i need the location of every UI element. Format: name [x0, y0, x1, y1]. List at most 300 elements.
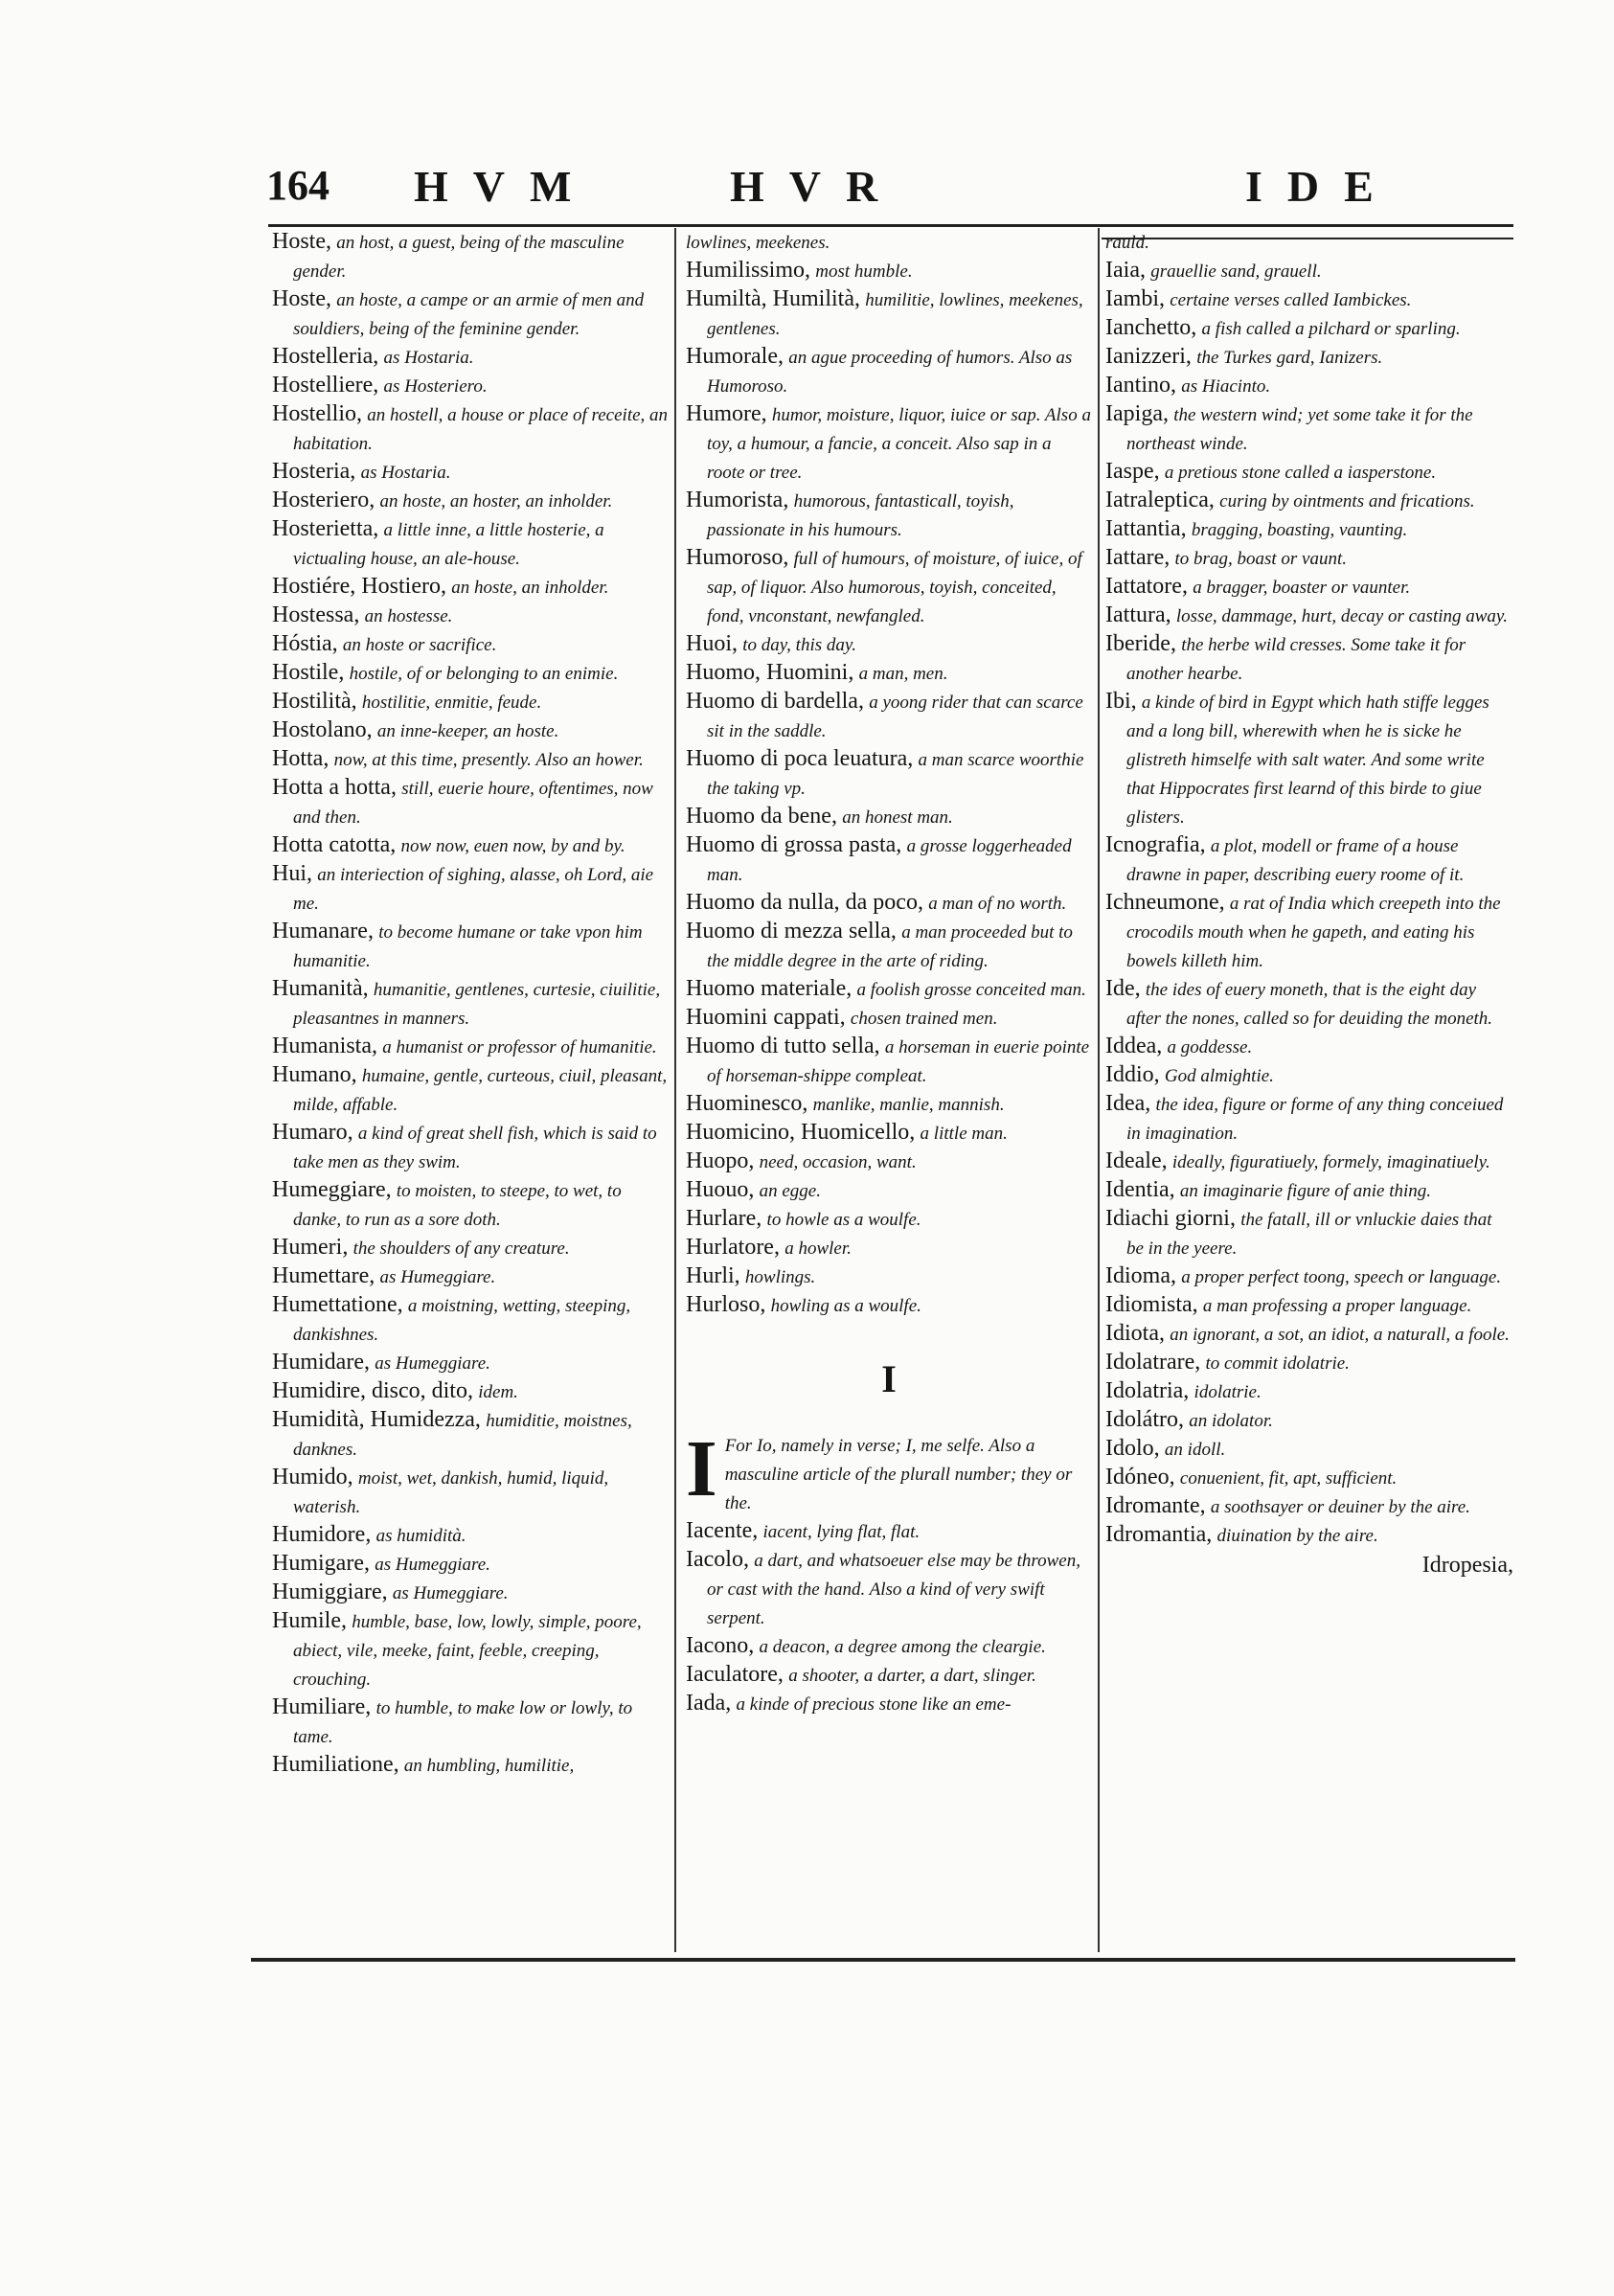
entry-headword: Hostilità, — [272, 689, 357, 714]
dictionary-entry — [272, 372, 671, 400]
dictionary-entry — [686, 745, 1092, 803]
dictionary-entry — [272, 831, 671, 860]
entry-definition: as Hostaria. — [383, 348, 474, 368]
entry-headword: Humiggiare, — [272, 1580, 388, 1604]
entry-definition: as Humeggiare. — [392, 1583, 509, 1603]
entry-headword: Huomo di tutto sella, — [686, 1034, 880, 1058]
entry-headword: Iberide, — [1105, 631, 1176, 656]
entry-definition: as Humeggiare. — [375, 1353, 490, 1374]
page-number: 164 — [266, 162, 330, 209]
dictionary-entry — [686, 1033, 1092, 1090]
entry-definition: moist, wet, dankish, humid, liquid, waterish. — [293, 1468, 609, 1517]
entry-definition: an hoste, a campe or an armie of men and souldiers, being of the feminine gender. — [293, 290, 645, 339]
dictionary-entry — [272, 918, 671, 975]
entry-headword: Humidire, disco, dito, — [272, 1378, 473, 1403]
entry-definition: most humble. — [815, 261, 913, 282]
entry-headword: Ichneumone, — [1105, 890, 1225, 915]
dictionary-entry — [272, 860, 671, 918]
dictionary-entry — [272, 1119, 671, 1176]
entry-definition: an hoste or sacrifice. — [342, 635, 497, 655]
entry-definition: manlike, manlie, mannish. — [812, 1095, 1005, 1115]
dictionary-entry — [272, 1751, 671, 1780]
entry-headword: Huoi, — [686, 631, 738, 656]
dictionary-entry — [1105, 1176, 1513, 1205]
entry-headword: Hoste, — [272, 286, 331, 311]
entry-headword: Hostolano, — [272, 717, 373, 742]
dictionary-entry — [1105, 1033, 1513, 1061]
entry-headword: Idioma, — [1105, 1263, 1176, 1288]
entry-definition: to day, this day. — [742, 635, 856, 655]
entry-definition: God almightie. — [1164, 1066, 1274, 1086]
dictionary-entry — [1105, 831, 1513, 889]
dictionary-entry — [686, 1546, 1092, 1632]
entry-definition: a deacon, a degree among the cleargie. — [759, 1637, 1046, 1657]
entry-headword: Humiliatione, — [272, 1752, 399, 1777]
entry-definition: an hoste, an hoster, an inholder. — [379, 491, 613, 511]
entry-headword: Hostelliere, — [272, 373, 379, 398]
column-2-entries — [686, 228, 1092, 1320]
entry-headword: Humile, — [272, 1608, 347, 1633]
entry-definition: a pretious stone called a iasperstone. — [1164, 463, 1437, 483]
dictionary-entry — [1105, 515, 1513, 544]
entry-definition: a man proceeded but to the middle degree in the arte of riding. — [707, 922, 1073, 971]
entry-definition: an egge. — [759, 1181, 821, 1201]
entry-headword: Humore, — [686, 401, 767, 426]
section-letter: I — [881, 1357, 897, 1400]
dictionary-entry — [686, 1205, 1092, 1234]
entry-definition: a horseman in euerie pointe of horseman-shippe compleat. — [707, 1037, 1090, 1086]
dictionary-entry — [1105, 343, 1513, 372]
entry-definition: a fish called a pilchard or sparling. — [1201, 319, 1461, 339]
entry-headword: Idromantia, — [1105, 1522, 1213, 1547]
column-divider-2 — [1098, 228, 1100, 1952]
dictionary-entry — [686, 544, 1092, 630]
entry-headword: Huomo di grossa pasta, — [686, 832, 902, 857]
entry-headword: Humiltà, Humilità, — [686, 286, 860, 311]
entry-definition: to moisten, to steepe, to wet, to danke, to run as a sore doth. — [293, 1181, 622, 1230]
dictionary-entry — [1105, 487, 1513, 515]
dictionary-entry — [272, 630, 671, 659]
entry-headword: Hostessa, — [272, 602, 360, 627]
entry-definition: a rat of India which creepeth into the crocodils mouth when he gapeth, and eating his bowels killeth him. — [1126, 894, 1501, 971]
dictionary-entry — [272, 458, 671, 487]
dictionary-entry — [686, 1148, 1092, 1176]
entry-definition: as Hostaria. — [360, 463, 451, 483]
entry-definition: an idoll. — [1164, 1440, 1226, 1460]
dropcap-text: For Io, namely in verse; I, me selfe. Also a masculine article of the plurall number; they or the. — [724, 1436, 1073, 1513]
entry-headword: Iaspe, — [1105, 459, 1160, 484]
entry-definition: a humanist or professor of humanitie. — [382, 1037, 657, 1057]
dictionary-entry — [272, 716, 671, 745]
dictionary-entry — [686, 1262, 1092, 1291]
dictionary-column-2 — [686, 228, 1092, 1718]
entry-headword: Idóneo, — [1105, 1465, 1175, 1489]
entry-headword: Humorale, — [686, 344, 784, 369]
dictionary-entry — [1105, 1061, 1513, 1090]
entry-definition: humble, base, low, lowly, simple, poore, abiect, vile, meeke, faint, feeble, creeping, crouching. — [293, 1612, 642, 1690]
entry-headword: Humanare, — [272, 919, 374, 943]
entry-definition: an host, a guest, being of the masculine gender. — [293, 233, 625, 282]
entry-headword: Idiomista, — [1105, 1292, 1198, 1317]
dictionary-entry — [272, 1694, 671, 1751]
entry-headword: Humanista, — [272, 1034, 377, 1058]
dictionary-entry — [272, 1607, 671, 1694]
entry-definition: full of humours, of moisture, of iuice, of sap, of liquor. Also humorous, toyish, conceited, fond, vnconstant, newfangled. — [707, 549, 1082, 626]
dictionary-entry — [686, 1234, 1092, 1262]
entry-definition: losse, dammage, hurt, decay or casting away. — [1175, 606, 1509, 626]
dictionary-entry — [1105, 1464, 1513, 1492]
dictionary-entry — [272, 228, 671, 285]
entry-headword: Humidità, Humidezza, — [272, 1407, 481, 1432]
dictionary-entry — [272, 1033, 671, 1061]
entry-headword: Humano, — [272, 1062, 357, 1087]
dictionary-entry — [272, 602, 671, 630]
column-divider-1 — [674, 228, 676, 1952]
header-rule — [268, 224, 1513, 227]
entry-definition: the Turkes gard, Ianizers. — [1196, 348, 1383, 368]
entry-definition: idem. — [478, 1382, 518, 1402]
running-head-right: IDE — [1245, 162, 1398, 211]
dictionary-entry — [272, 1579, 671, 1607]
entry-headword: Ianchetto, — [1105, 315, 1197, 340]
dictionary-entry — [1105, 1492, 1513, 1521]
dictionary-entry — [1105, 228, 1513, 257]
entry-headword: Iaia, — [1105, 258, 1146, 283]
entry-definition: as Humeggiare. — [375, 1555, 490, 1575]
entry-headword: Idolatria, — [1105, 1378, 1190, 1403]
entry-definition: howling as a woulfe. — [770, 1296, 921, 1316]
entry-headword: Iacolo, — [686, 1547, 749, 1572]
dictionary-entry — [1105, 1262, 1513, 1291]
entry-definition: a kind of great shell fish, which is said to take men as they swim. — [293, 1124, 657, 1172]
dictionary-entry — [1105, 1320, 1513, 1349]
dictionary-entry — [686, 918, 1092, 975]
entry-definition: iacent, lying flat, flat. — [762, 1522, 921, 1542]
entry-definition: humilitie, lowlines, meekenes, gentlenes. — [707, 290, 1083, 339]
dictionary-entry — [1105, 1148, 1513, 1176]
entry-definition: a bragger, boaster or vaunter. — [1193, 578, 1411, 598]
dictionary-entry — [272, 1377, 671, 1406]
entry-headword: Iddio, — [1105, 1062, 1160, 1087]
entry-definition: a plot, modell or frame of a house drawne in paper, describing euery roome of it. — [1126, 836, 1465, 885]
dictionary-entry — [1105, 257, 1513, 285]
entry-headword: Huomo da bene, — [686, 804, 837, 829]
running-head-left: HVM — [414, 162, 597, 211]
dictionary-entry — [272, 1291, 671, 1349]
dictionary-entry — [1105, 1205, 1513, 1262]
dictionary-entry — [686, 400, 1092, 487]
dropcap-letter: I — [686, 1424, 717, 1513]
dictionary-entry — [272, 1234, 671, 1262]
entry-definition: an hoste, an inholder. — [451, 578, 609, 598]
dictionary-entry — [272, 400, 671, 458]
entry-headword: Iacente, — [686, 1518, 759, 1543]
dictionary-entry — [686, 975, 1092, 1004]
entry-definition: a man of no worth. — [928, 894, 1067, 914]
entry-headword: Huominesco, — [686, 1091, 808, 1116]
dictionary-entry — [686, 1291, 1092, 1320]
entry-headword: Idromante, — [1105, 1493, 1206, 1518]
entry-definition: to brag, boast or vaunt. — [1174, 549, 1347, 569]
entry-definition: as humidità. — [375, 1526, 466, 1546]
entry-headword: Hostiére, Hostiero, — [272, 574, 446, 599]
entry-definition: a grosse loggerheaded man. — [707, 836, 1072, 885]
dictionary-entry — [1105, 1377, 1513, 1406]
column-2-entries-after — [686, 1517, 1092, 1718]
entry-definition: an honest man. — [842, 807, 953, 828]
entry-headword: Huomo di mezza sella, — [686, 919, 897, 943]
dictionary-entry — [686, 889, 1092, 918]
entry-headword: Huopo, — [686, 1148, 755, 1173]
dictionary-column-3 — [1105, 228, 1513, 1579]
dictionary-entry — [272, 573, 671, 602]
dictionary-entry — [1105, 1406, 1513, 1435]
entry-definition: grauellie sand, grauell. — [1150, 261, 1322, 282]
dictionary-entry — [686, 257, 1092, 285]
dictionary-entry — [272, 688, 671, 716]
dictionary-entry — [1105, 372, 1513, 400]
entry-definition: humaine, gentle, curteous, ciuil, pleasant, milde, affable. — [293, 1066, 668, 1115]
entry-definition: a yoong rider that can scarce sit in the saddle. — [707, 693, 1083, 741]
entry-definition: an interiection of sighing, alasse, oh Lord, aie me. — [293, 865, 654, 914]
dictionary-entry — [1105, 1291, 1513, 1320]
entry-definition: conuenient, fit, apt, sufficient. — [1179, 1468, 1398, 1489]
entry-definition: lowlines, meekenes. — [686, 233, 830, 253]
entry-headword: Idolátro, — [1105, 1407, 1184, 1432]
entry-definition: an imaginarie figure of anie thing. — [1179, 1181, 1432, 1201]
entry-headword: Humaro, — [272, 1120, 353, 1145]
entry-definition: as Hosteriero. — [383, 376, 488, 397]
entry-definition: the fatall, ill or vnluckie daies that be in the yeere. — [1126, 1210, 1492, 1259]
entry-headword: Humiliare, — [272, 1694, 372, 1719]
entry-headword: Hotta catotta, — [272, 832, 397, 857]
dictionary-entry — [272, 1406, 671, 1464]
entry-definition: chosen trained men. — [850, 1009, 998, 1029]
entry-headword: Hosteria, — [272, 459, 356, 484]
entry-headword: Hotta a hotta, — [272, 775, 397, 800]
entry-headword: Iambi, — [1105, 286, 1165, 311]
entry-headword: Huomini cappati, — [686, 1005, 846, 1030]
entry-definition: a soothsayer or deuiner by the aire. — [1210, 1497, 1470, 1517]
entry-definition: a howler. — [784, 1239, 852, 1259]
entry-headword: Iapiga, — [1105, 401, 1169, 426]
entry-headword: Humanità, — [272, 976, 369, 1001]
entry-definition: idolatrie. — [1193, 1382, 1262, 1402]
entry-headword: Hostile, — [272, 660, 345, 685]
entry-definition: a kinde of precious stone like an eme- — [736, 1694, 1012, 1715]
entry-headword: Huomo, Huomini, — [686, 660, 854, 685]
bottom-rule — [251, 1958, 1515, 1962]
entry-headword: Humidare, — [272, 1350, 370, 1375]
dictionary-entry — [272, 1521, 671, 1550]
dictionary-entry — [1105, 400, 1513, 458]
entry-headword: Iatraleptica, — [1105, 488, 1215, 512]
entry-definition: humorous, fantasticall, toyish, passionate in his humours. — [707, 491, 1014, 540]
entry-definition: an idolator. — [1189, 1411, 1273, 1431]
entry-headword: Humido, — [272, 1465, 353, 1489]
entry-definition: an ignorant, a sot, an idiot, a naturall, a foole. — [1170, 1325, 1510, 1345]
dictionary-entry — [686, 688, 1092, 745]
entry-headword: Idolo, — [1105, 1436, 1160, 1461]
entry-definition: hostilitie, enmitie, feude. — [361, 693, 542, 713]
entry-definition: to howle as a woulfe. — [766, 1210, 921, 1230]
entry-headword: Ideale, — [1105, 1148, 1168, 1173]
entry-definition: rauld. — [1105, 233, 1149, 253]
entry-headword: Idiota, — [1105, 1321, 1165, 1346]
dictionary-entry — [1105, 1521, 1513, 1550]
entry-definition: need, occasion, want. — [759, 1152, 917, 1172]
entry-headword: Iada, — [686, 1691, 732, 1716]
entry-definition: as Hiacinto. — [1181, 376, 1271, 397]
dictionary-entry — [272, 1550, 671, 1579]
dictionary-entry — [686, 1517, 1092, 1546]
catchword: Idropesia, — [1421, 1553, 1513, 1578]
entry-definition: certaine verses called Iambickes. — [1170, 290, 1412, 310]
dictionary-entry — [272, 774, 671, 831]
entry-headword: Huomo materiale, — [686, 976, 852, 1001]
dictionary-entry — [686, 803, 1092, 831]
dictionary-entry — [272, 285, 671, 343]
dictionary-entry — [686, 1632, 1092, 1661]
entry-definition: a foolish grosse conceited man. — [856, 980, 1086, 1000]
dictionary-entry — [1105, 314, 1513, 343]
entry-headword: Humorista, — [686, 488, 789, 512]
entry-headword: Humoroso, — [686, 545, 789, 570]
entry-definition: an inne-keeper, an hoste. — [376, 721, 559, 741]
entry-headword: Humettatione, — [272, 1292, 403, 1317]
entry-definition: a little man. — [920, 1124, 1008, 1144]
dictionary-entry — [1105, 889, 1513, 975]
dictionary-entry — [1105, 458, 1513, 487]
entry-headword: Hosteriero, — [272, 488, 375, 512]
dictionary-entry — [1105, 602, 1513, 630]
dictionary-entry — [1105, 630, 1513, 688]
dictionary-entry — [272, 745, 671, 774]
entry-definition: a dart, and whatsoeuer else may be throwen, or cast with the hand. Also a kind of very swift serpent. — [707, 1551, 1080, 1628]
entry-headword: Identia, — [1105, 1177, 1175, 1202]
entry-definition: a goddesse. — [1167, 1037, 1253, 1057]
dictionary-entry — [686, 1690, 1092, 1718]
entry-headword: Iattantia, — [1105, 516, 1187, 541]
dictionary-entry — [272, 487, 671, 515]
entry-headword: Hotta, — [272, 746, 330, 771]
dictionary-entry — [686, 659, 1092, 688]
column-3-entries — [1105, 228, 1513, 1550]
dictionary-entry — [272, 1262, 671, 1291]
dictionary-entry — [686, 831, 1092, 889]
dictionary-entry — [686, 285, 1092, 343]
entry-headword: Iattatore, — [1105, 574, 1188, 599]
dictionary-entry — [1105, 1435, 1513, 1464]
entry-headword: Huomo di bardella, — [686, 689, 864, 714]
entry-headword: Humilissimo, — [686, 258, 811, 283]
entry-definition: the herbe wild cresses. Some take it for another hearbe. — [1126, 635, 1466, 684]
entry-definition: diuination by the aire. — [1216, 1526, 1378, 1546]
entry-definition: a shooter, a darter, a dart, slinger. — [788, 1666, 1036, 1686]
dictionary-entry — [686, 1176, 1092, 1205]
entry-headword: Iantino, — [1105, 373, 1176, 398]
dictionary-entry — [1105, 688, 1513, 831]
entry-headword: Iacono, — [686, 1633, 755, 1658]
dictionary-entry — [1105, 573, 1513, 602]
entry-headword: Hostelleria, — [272, 344, 379, 369]
entry-definition: humanitie, gentlenes, curtesie, ciuilitie, pleasantnes in manners. — [293, 980, 661, 1029]
entry-definition: a man scarce woorthie the taking vp. — [707, 750, 1084, 799]
entry-headword: Hóstia, — [272, 631, 338, 656]
entry-definition: to commit idolatrie. — [1205, 1353, 1350, 1374]
entry-headword: Ibi, — [1105, 689, 1137, 714]
dictionary-entry — [1105, 1349, 1513, 1377]
dictionary-entry — [272, 515, 671, 573]
entry-headword: Hui, — [272, 861, 312, 886]
entry-headword: Hoste, — [272, 229, 331, 254]
entry-headword: Huomicino, Huomicello, — [686, 1120, 916, 1145]
entry-definition: an ague proceeding of humors. Also as Humoroso. — [707, 348, 1073, 397]
entry-headword: Huomo di poca leuatura, — [686, 746, 914, 771]
entry-definition: humor, moisture, liquor, iuice or sap. Also a toy, a humour, a fancie, a conceit. Also sap in a roote or tree. — [707, 405, 1091, 483]
entry-headword: Humettare, — [272, 1263, 375, 1288]
dictionary-entry — [686, 1090, 1092, 1119]
entry-definition: the western wind; yet some take it for the northeast winde. — [1126, 405, 1473, 454]
entry-headword: Humidore, — [272, 1522, 372, 1547]
entry-headword: Icnografia, — [1105, 832, 1206, 857]
entry-headword: Huomo da nulla, da poco, — [686, 890, 923, 915]
entry-headword: Hurloso, — [686, 1292, 766, 1317]
dictionary-entry — [686, 1119, 1092, 1148]
dictionary-entry — [272, 1176, 671, 1234]
entry-definition: an hostell, a house or place of receite, an habitation. — [293, 405, 669, 454]
entry-definition: humiditie, moistnes, danknes. — [293, 1411, 632, 1460]
dictionary-column-1 — [272, 228, 671, 1780]
dictionary-entry — [686, 487, 1092, 544]
entry-headword: Hurlare, — [686, 1206, 762, 1231]
entry-definition: curing by ointments and frications. — [1219, 491, 1475, 511]
entry-headword: Idea, — [1105, 1091, 1151, 1116]
entry-headword: Idiachi giorni, — [1105, 1206, 1236, 1231]
entry-headword: Iaculatore, — [686, 1662, 784, 1687]
entry-definition: howlings. — [744, 1267, 816, 1287]
entry-definition: a man, men. — [858, 664, 948, 684]
dictionary-entry — [272, 659, 671, 688]
entry-definition: a little inne, a little hosterie, a victualing house, an ale-house. — [293, 520, 604, 569]
entry-definition: hostile, of or belonging to an enimie. — [349, 664, 619, 684]
entry-definition: still, euerie houre, oftentimes, now and then. — [293, 779, 653, 828]
entry-headword: Iattare, — [1105, 545, 1171, 570]
dictionary-entry — [272, 1061, 671, 1119]
dictionary-entry — [686, 228, 1092, 257]
entry-headword: Hurlatore, — [686, 1235, 780, 1260]
entry-definition: to become humane or take vpon him humanitie. — [293, 922, 643, 971]
entry-definition: a kinde of bird in Egypt which hath stiffe legges and a long bill, wherewith when he is sicke he glistreth himselfe with salt water. And some write that Hippocrates first learnd of this birde to giue glisters. — [1126, 693, 1489, 828]
entry-definition: an humbling, humilitie, — [403, 1756, 575, 1776]
entry-headword: Idolatrare, — [1105, 1350, 1201, 1375]
dropcap-entry — [686, 1424, 1092, 1517]
dictionary-entry — [1105, 1090, 1513, 1148]
entry-definition: a man professing a proper language. — [1202, 1296, 1472, 1316]
entry-definition: an hostesse. — [364, 606, 453, 626]
entry-headword: Hurli, — [686, 1263, 740, 1288]
entry-headword: Hosterietta, — [272, 516, 379, 541]
entry-headword: Ianizzeri, — [1105, 344, 1192, 369]
entry-headword: Humeri, — [272, 1235, 349, 1260]
dictionary-entry — [686, 630, 1092, 659]
dictionary-entry — [686, 1661, 1092, 1690]
entry-definition: ideally, figuratiuely, formely, imaginatiuely. — [1171, 1152, 1490, 1172]
entry-definition: the ides of euery moneth, that is the eight day after the nones, called so for deuiding the moneth. — [1126, 980, 1493, 1029]
running-head-middle: HVR — [730, 162, 903, 211]
dictionary-entry — [1105, 975, 1513, 1033]
entry-definition: as Humeggiare. — [379, 1267, 496, 1287]
